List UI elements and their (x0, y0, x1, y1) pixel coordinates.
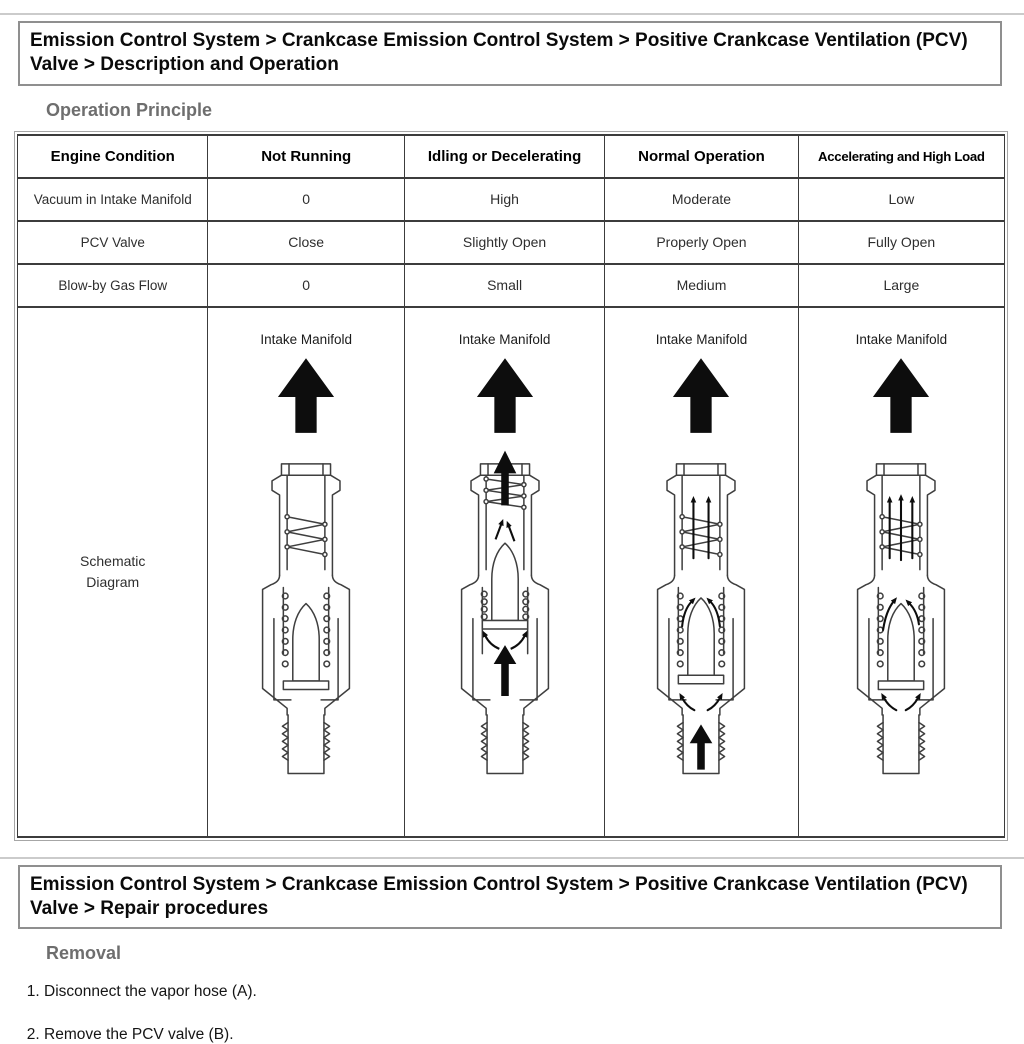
breadcrumb-text: Emission Control System > Crankcase Emission Control System > Positive Crankcase Ventilation (PCV) Valve > Repair procedures (30, 873, 968, 919)
col-header-not-running: Not Running (208, 135, 404, 178)
valve-diagram-slot (803, 445, 1000, 781)
cell-value: Properly Open (605, 221, 798, 264)
schematic-row-label: Schematic Diagram (80, 553, 146, 590)
cell-value: 0 (208, 264, 404, 307)
col-header-idling-decelerating: Idling or Decelerating (404, 135, 604, 178)
row-label-pcv-valve: PCV Valve (18, 221, 208, 264)
section-title-removal: Removal (46, 943, 122, 964)
cell-value: Close (208, 221, 404, 264)
cell-value: Low (798, 178, 1004, 221)
up-arrow-icon (870, 357, 932, 435)
intake-manifold-label: Intake Manifold (458, 331, 551, 347)
horizontal-rule-middle (0, 857, 1024, 859)
breadcrumb-description-operation (18, 21, 1002, 86)
cell-value: Small (404, 264, 604, 307)
diagram-cell-accelerating (798, 307, 1004, 837)
cell-value: Slightly Open (404, 221, 604, 264)
diagram-cell-normal (605, 307, 798, 837)
col-header-accelerating-high-load: Accelerating and High Load (798, 135, 1004, 178)
pcv-valve-schematic-not-running (247, 445, 365, 781)
diagram-cell-idling (404, 307, 604, 837)
operation-principle-table (17, 134, 1005, 838)
valve-diagram-slot (212, 445, 399, 781)
table-row (18, 221, 1005, 264)
section-title-operation-principle: Operation Principle (46, 99, 213, 120)
up-arrow-icon (670, 357, 732, 435)
up-arrow-icon (275, 357, 337, 435)
intake-manifold-label: Intake Manifold (655, 331, 748, 347)
pcv-valve-schematic-accelerating (842, 445, 960, 781)
operation-principle-table-wrapper (14, 131, 1008, 841)
col-header-normal-operation: Normal Operation (605, 135, 798, 178)
removal-step: 1. Disconnect the vapor hose (A). (44, 982, 1024, 1001)
cell-value: Medium (605, 264, 798, 307)
valve-diagram-slot (609, 445, 793, 781)
table-row (18, 178, 1005, 221)
table-row (18, 264, 1005, 307)
cell-value: 0 (208, 178, 404, 221)
up-arrow-icon (474, 357, 536, 435)
breadcrumb-repair-procedures (18, 865, 1002, 930)
valve-diagram-slot (409, 445, 600, 781)
row-label-vacuum: Vacuum in Intake Manifold (18, 178, 208, 221)
intake-manifold-label: Intake Manifold (855, 331, 948, 347)
horizontal-rule-top (0, 13, 1024, 15)
cell-value: Large (798, 264, 1004, 307)
intake-manifold-label: Intake Manifold (260, 331, 352, 347)
cell-value: Fully Open (798, 221, 1004, 264)
schematic-row (18, 307, 1005, 837)
schematic-row-label-cell (18, 307, 208, 837)
removal-steps-list (0, 982, 1024, 1044)
diagram-cell-not-running (208, 307, 404, 837)
pcv-valve-schematic-idling (446, 445, 564, 781)
breadcrumb-text: Emission Control System > Crankcase Emission Control System > Positive Crankcase Ventilation (PCV) Valve > Description and Operation (30, 30, 968, 76)
removal-step: 2. Remove the PCV valve (B). (44, 1025, 1024, 1044)
pcv-valve-schematic-normal (642, 445, 760, 781)
row-label-blow-by: Blow-by Gas Flow (18, 264, 208, 307)
table-header-row (18, 135, 1005, 178)
cell-value: High (404, 178, 604, 221)
col-header-engine-condition: Engine Condition (18, 135, 208, 178)
cell-value: Moderate (605, 178, 798, 221)
